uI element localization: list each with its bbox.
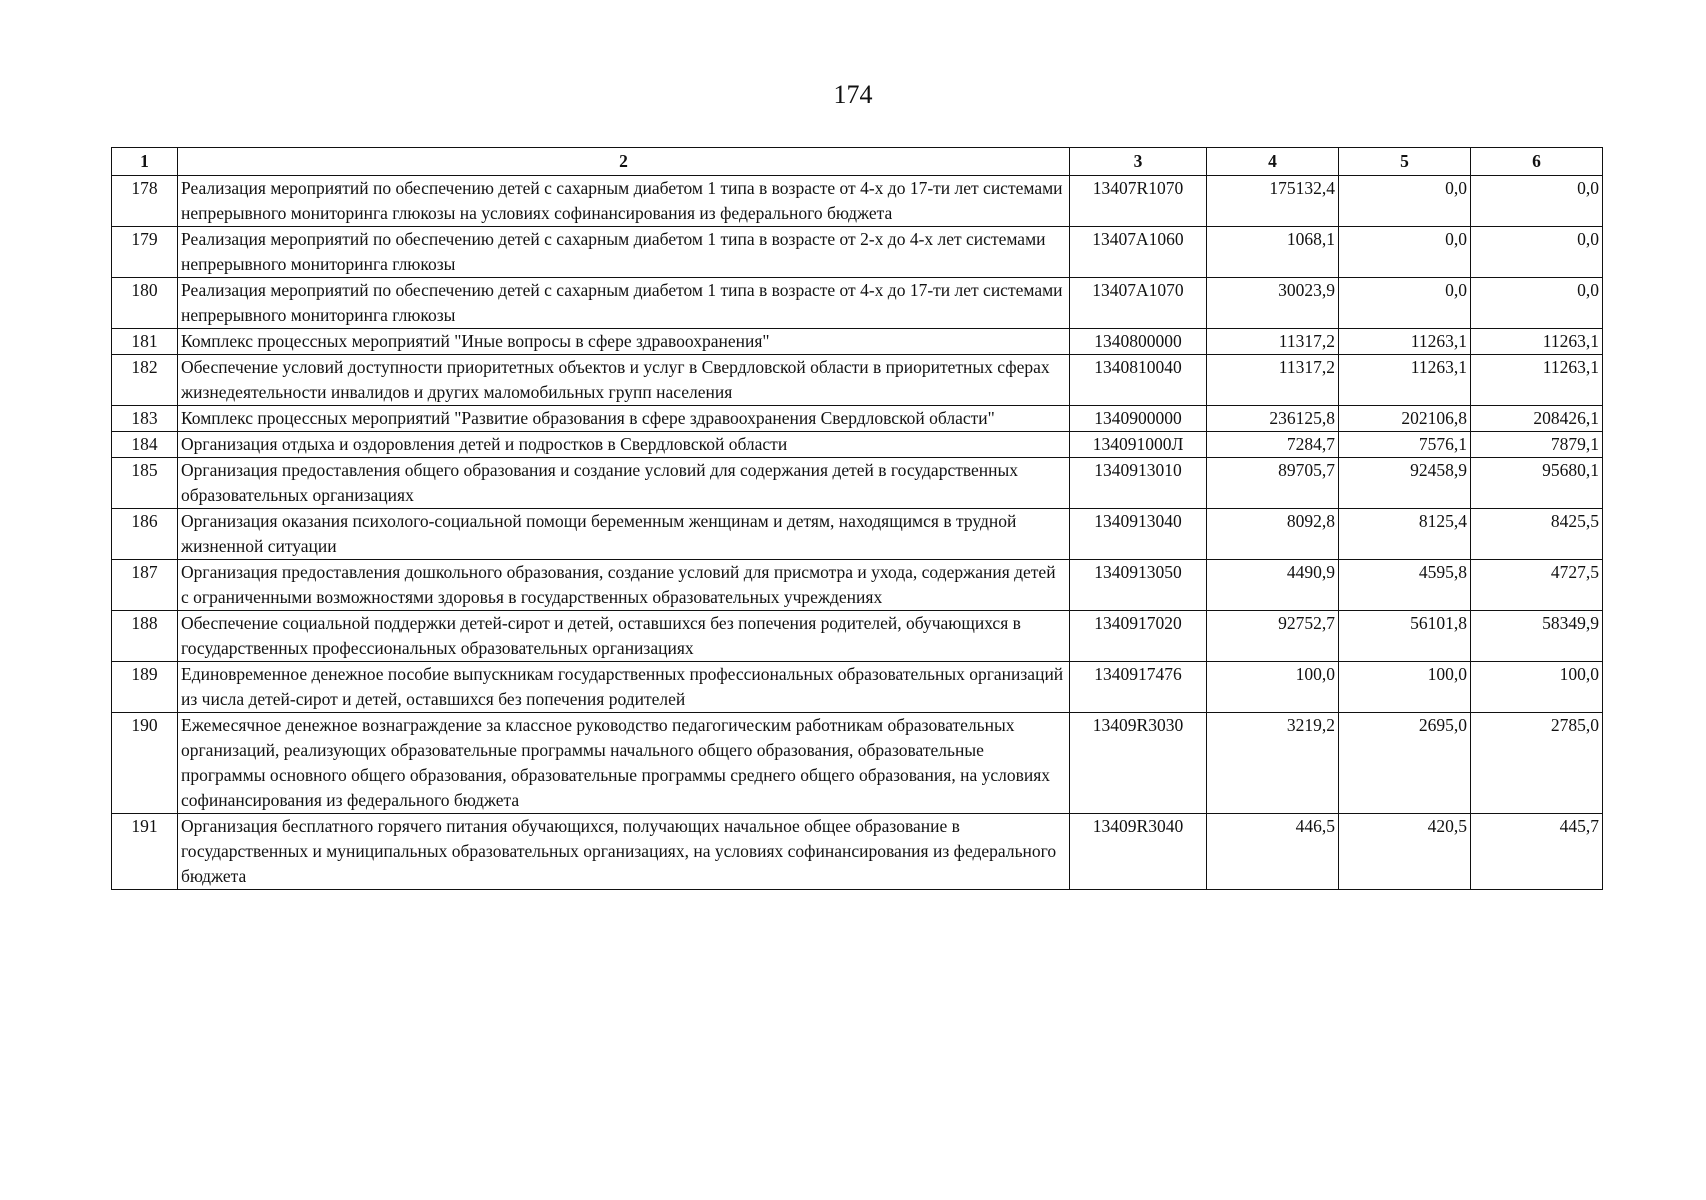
row-code: 13407А1060 (1070, 227, 1207, 278)
table-body (112, 176, 1603, 890)
row-value-col5: 4595,8 (1339, 560, 1471, 611)
row-code: 13407А1070 (1070, 278, 1207, 329)
row-description: Обеспечение условий доступности приоритетных объектов и услуг в Свердловской области в приоритетных сферах жизнедеятельности инвалидов и других маломобильных групп населения (178, 355, 1070, 406)
row-number: 182 (112, 355, 178, 406)
row-value-col4: 3219,2 (1207, 713, 1339, 814)
row-value-col5: 0,0 (1339, 176, 1471, 227)
row-code: 134091000Л (1070, 432, 1207, 458)
row-description: Единовременное денежное пособие выпускникам государственных профессиональных образовательных организаций из числа детей-сирот и детей, оставшихся без попечения родителей (178, 662, 1070, 713)
row-value-col6: 100,0 (1471, 662, 1603, 713)
row-number: 179 (112, 227, 178, 278)
table-row (112, 227, 1603, 278)
row-code: 13409R3030 (1070, 713, 1207, 814)
row-value-col6: 0,0 (1471, 227, 1603, 278)
row-value-col6: 7879,1 (1471, 432, 1603, 458)
table-row (112, 611, 1603, 662)
row-code: 13409R3040 (1070, 814, 1207, 890)
row-value-col4: 92752,7 (1207, 611, 1339, 662)
row-value-col6: 4727,5 (1471, 560, 1603, 611)
row-value-col4: 11317,2 (1207, 355, 1339, 406)
row-value-col4: 100,0 (1207, 662, 1339, 713)
column-header-3: 3 (1070, 148, 1207, 176)
budget-table (111, 147, 1603, 890)
row-code: 1340917476 (1070, 662, 1207, 713)
row-description: Организация отдыха и оздоровления детей и подростков в Свердловской области (178, 432, 1070, 458)
table-row (112, 329, 1603, 355)
row-value-col6: 445,7 (1471, 814, 1603, 890)
row-value-col6: 208426,1 (1471, 406, 1603, 432)
row-value-col6: 8425,5 (1471, 509, 1603, 560)
row-value-col5: 11263,1 (1339, 329, 1471, 355)
table-row (112, 560, 1603, 611)
row-value-col4: 89705,7 (1207, 458, 1339, 509)
row-number: 191 (112, 814, 178, 890)
row-value-col5: 56101,8 (1339, 611, 1471, 662)
row-number: 190 (112, 713, 178, 814)
table-row (112, 458, 1603, 509)
row-value-col6: 0,0 (1471, 278, 1603, 329)
row-value-col4: 4490,9 (1207, 560, 1339, 611)
column-header-6: 6 (1471, 148, 1603, 176)
row-value-col4: 1068,1 (1207, 227, 1339, 278)
table-row (112, 176, 1603, 227)
table-row (112, 432, 1603, 458)
table-header (112, 148, 1603, 176)
row-description: Реализация мероприятий по обеспечению детей с сахарным диабетом 1 типа в возрасте от 4-х до 17-ти лет системами непрерывного мониторинга глюкозы (178, 278, 1070, 329)
row-value-col6: 2785,0 (1471, 713, 1603, 814)
row-number: 181 (112, 329, 178, 355)
row-number: 183 (112, 406, 178, 432)
header-row (112, 148, 1603, 176)
column-header-1: 1 (112, 148, 178, 176)
row-value-col5: 420,5 (1339, 814, 1471, 890)
row-number: 187 (112, 560, 178, 611)
row-value-col5: 0,0 (1339, 227, 1471, 278)
row-code: 1340810040 (1070, 355, 1207, 406)
column-header-2: 2 (178, 148, 1070, 176)
row-value-col4: 236125,8 (1207, 406, 1339, 432)
row-description: Организация бесплатного горячего питания обучающихся, получающих начальное общее образование в государственных и муниципальных образовательных организациях, на условиях софинансирования из федерального бюджета (178, 814, 1070, 890)
row-description: Ежемесячное денежное вознаграждение за классное руководство педагогическим работникам образовательных организаций, реализующих образовательные программы начального общего образования, образовательные программы основного общего образования, образовательные программы среднего общего образования, на условиях софинансирования из федерального бюджета (178, 713, 1070, 814)
row-code: 1340913050 (1070, 560, 1207, 611)
row-value-col4: 30023,9 (1207, 278, 1339, 329)
row-value-col5: 0,0 (1339, 278, 1471, 329)
row-value-col5: 100,0 (1339, 662, 1471, 713)
row-number: 189 (112, 662, 178, 713)
row-code: 1340800000 (1070, 329, 1207, 355)
row-code: 1340900000 (1070, 406, 1207, 432)
row-description: Организация предоставления дошкольного образования, создание условий для присмотра и ухода, содержания детей с ограниченными возможностями здоровья в государственных образовательных учреждениях (178, 560, 1070, 611)
row-value-col6: 0,0 (1471, 176, 1603, 227)
row-number: 185 (112, 458, 178, 509)
table-row (112, 406, 1603, 432)
table-row (112, 662, 1603, 713)
row-description: Комплекс процессных мероприятий "Иные вопросы в сфере здравоохранения" (178, 329, 1070, 355)
row-value-col6: 95680,1 (1471, 458, 1603, 509)
row-value-col6: 11263,1 (1471, 355, 1603, 406)
row-number: 180 (112, 278, 178, 329)
row-number: 184 (112, 432, 178, 458)
row-value-col4: 175132,4 (1207, 176, 1339, 227)
row-code: 1340913040 (1070, 509, 1207, 560)
row-value-col5: 11263,1 (1339, 355, 1471, 406)
row-value-col6: 58349,9 (1471, 611, 1603, 662)
column-header-4: 4 (1207, 148, 1339, 176)
row-value-col5: 7576,1 (1339, 432, 1471, 458)
row-value-col6: 11263,1 (1471, 329, 1603, 355)
row-description: Обеспечение социальной поддержки детей-сирот и детей, оставшихся без попечения родителей, обучающихся в государственных профессиональных образовательных организациях (178, 611, 1070, 662)
row-description: Организация оказания психолого-социальной помощи беременным женщинам и детям, находящимся в трудной жизненной ситуации (178, 509, 1070, 560)
row-value-col5: 202106,8 (1339, 406, 1471, 432)
row-description: Реализация мероприятий по обеспечению детей с сахарным диабетом 1 типа в возрасте от 2-х до 4-х лет системами непрерывного мониторинга глюкозы (178, 227, 1070, 278)
row-code: 1340913010 (1070, 458, 1207, 509)
table-row (112, 355, 1603, 406)
row-description: Организация предоставления общего образования и создание условий для содержания детей в государственных образовательных организациях (178, 458, 1070, 509)
row-value-col4: 7284,7 (1207, 432, 1339, 458)
table-row (112, 713, 1603, 814)
row-description: Реализация мероприятий по обеспечению детей с сахарным диабетом 1 типа в возрасте от 4-х до 17-ти лет системами непрерывного мониторинга глюкозы на условиях софинансирования из федерального бюджета (178, 176, 1070, 227)
row-code: 1340917020 (1070, 611, 1207, 662)
row-number: 188 (112, 611, 178, 662)
table-row (112, 509, 1603, 560)
row-value-col4: 8092,8 (1207, 509, 1339, 560)
table-row (112, 278, 1603, 329)
row-value-col4: 11317,2 (1207, 329, 1339, 355)
row-value-col5: 92458,9 (1339, 458, 1471, 509)
column-header-5: 5 (1339, 148, 1471, 176)
row-code: 13407R1070 (1070, 176, 1207, 227)
row-value-col4: 446,5 (1207, 814, 1339, 890)
row-description: Комплекс процессных мероприятий "Развитие образования в сфере здравоохранения Свердловской области" (178, 406, 1070, 432)
table-row (112, 814, 1603, 890)
row-number: 186 (112, 509, 178, 560)
row-number: 178 (112, 176, 178, 227)
row-value-col5: 8125,4 (1339, 509, 1471, 560)
page-number: 174 (833, 80, 873, 109)
row-value-col5: 2695,0 (1339, 713, 1471, 814)
